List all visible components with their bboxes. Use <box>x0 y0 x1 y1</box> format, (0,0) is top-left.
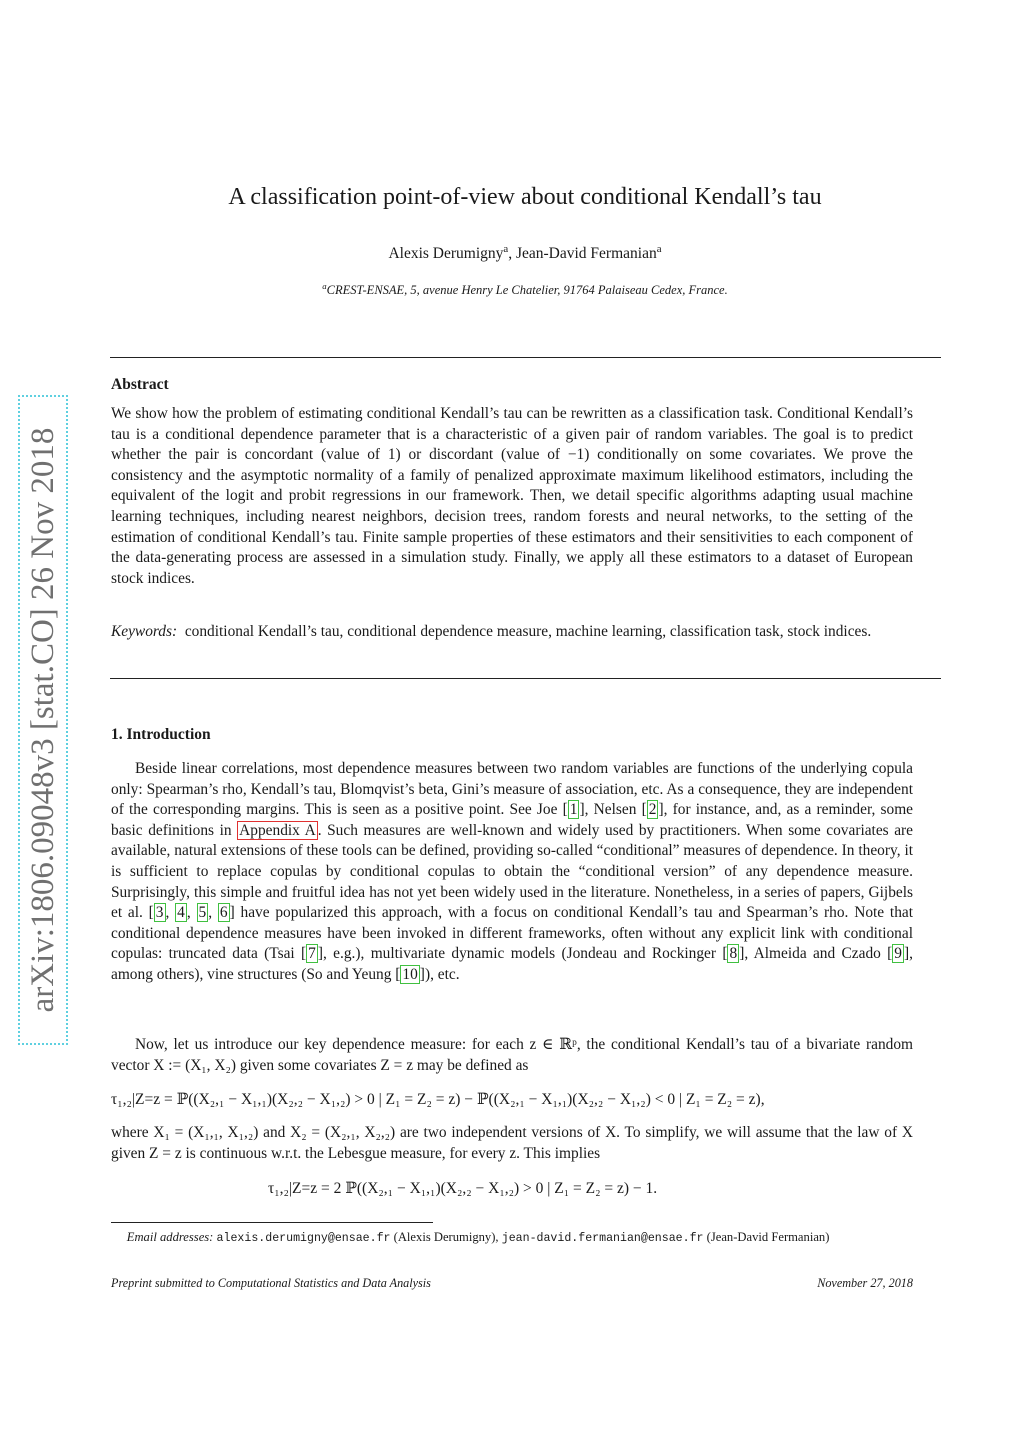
abstract-text: We show how the problem of estimating conditional Kendall’s tau can be rewritten as a classification task. Conditional Kendall’s tau is a conditional dependence parameter that is a characteristic of a given pair of random variables. The goal is to predict whether the pair is concordant (value of 1) or discordant (value of −1) conditionally on some covariates. We prove the consistency and the asymptotic normality of a family of penalized approximate maximum likelihood estimators, including the equivalent of the logit and probit regressions in our framework. Then, we detail specific algorithms adapting usual machine learning techniques, including nearest neighbors, decision trees, random forests and neural networks, to the setting of the estimation of conditional Kendall’s tau. Finite sample properties of these estimators and their sensitivities to each component of the data-generating process are assessed in a simulation study. Finally, we apply all these estimators to a dataset of European stock indices. <box>111 405 913 587</box>
author-2: Jean-David Fermanian <box>515 245 657 263</box>
equation-conditional-kendall-tau: τ₁,₂|Z=z = ℙ((X₂,₁ − X₁,₁)(X₂,₂ − X₁,₂) > 0 | Z₁ = Z₂ = z) − ℙ((X₂,₁ − X₁,₁)(X₂,₂ − X₁,₂) < 0 | Z₁ = Z₂ = z), <box>111 1091 765 1108</box>
section-heading-introduction: 1. Introduction <box>111 726 211 743</box>
email-link-2[interactable]: jean-david.fermanian@ensae.fr <box>501 1232 704 1245</box>
intro-p1-text-i: ), etc. <box>424 965 460 983</box>
citation-link-2[interactable]: 2 <box>648 801 657 819</box>
arxiv-identifier-stamp[interactable]: arXiv:1806.09048v3 [stat.CO] 26 Nov 2018 <box>18 395 68 1045</box>
email-footnote <box>111 1229 911 1247</box>
intro-p1-text-e: have popularized this approach, with a focus on conditional Kendall’s tau and Spearman’s rho. Note that conditional dependence measures have been invoked in different frameworks, often without any explicit link with conditional copulas: truncated data (Tsai <box>111 904 913 963</box>
author-2-affil-mark: a <box>656 243 662 255</box>
citation-link-6[interactable]: 6 <box>219 904 228 922</box>
intro-paragraph-3: where X₁ = (X₁,₁, X₁,₂) and X₂ = (X₂,₁, X₂,₂) are two independent versions of X. To simplify, we will assume that the law of X given Z = z is continuous w.r.t. the Lebesgue measure, for every z. This implies <box>111 1124 913 1162</box>
preprint-date: November 27, 2018 <box>817 1276 913 1290</box>
intro-p1-text-h: , among others), vine structures (So and Yeung <box>111 945 913 983</box>
intro-p1-text-d: . Such measures are well-known and widely used by practitioners. When some covariates are available, natural extensions of these tools can be defined, providing so-called “conditional” measures of dependence. In theory, it is sufficient to replace copulas by conditional copulas to obtain the “conditional version” of any dependence measure. Surprisingly, this simple and fruitful idea has not yet been widely used in the literature. Nonetheless, in a series of papers, Gijbels et al. <box>111 821 914 922</box>
citation-link-10[interactable]: 10 <box>402 965 418 983</box>
intro-p1-text-f: , e.g.), multivariate dynamic models (Jondeau and Rockinger <box>323 945 723 963</box>
intro-paragraph-2: Now, let us introduce our key dependence measure: for each z ∈ ℝᵖ, the conditional Kendall’s tau of a bivariate random vector X := (X₁, X₂) given some covariates Z = z may be defined as <box>111 1036 913 1074</box>
author-1: Alexis Derumigny <box>388 245 504 263</box>
citation-link-5[interactable]: 5 <box>198 904 207 922</box>
email-link-1[interactable]: alexis.derumigny@ensae.fr <box>216 1232 391 1245</box>
equation-kendall-tau-simplified: τ₁,₂|Z=z = 2 ℙ((X₂,₁ − X₁,₁)(X₂,₂ − X₁,₂) > 0 | Z₁ = Z₂ = z) − 1. <box>268 1180 658 1197</box>
intro-paragraph-1: Beside linear correlations, most dependence measures between two random variables are functions of the underlying copula only: Spearman’s rho, Kendall’s tau, Blomqvist’s beta, Gini’s measure of association, etc. As a consequence, they are independent of the corresponding margins. This is seen as a positive point. See Joe [ 1 ], Nelsen [ 2 ], for instance, and, as a reminder, some basic definitions in Appendix A . Such measures are well-known and widely used by practitioners. When some covariates are available, natural extensions of these tools can be defined, providing so-called “conditional” measures of dependence. In theory, it is sufficient to replace copulas by conditional copulas to obtain the “conditional version” of any dependence measure. Surprisingly, this simple and fruitful idea has not yet been widely used in the literature. Nonetheless, in a series of papers, Gijbels et al. [ 3 , 4 , 5 , 6 ] have popularized this approach, with a focus on conditional Kendall’s tau and Spearman’s rho. Note that conditional dependence measures have been invoked in different frameworks, often without any explicit link with conditional copulas: truncated data (Tsai [ 7 ], e.g.), multivariate dynamic models (Jondeau and Rockinger [ 8 ], Almeida and Czado [ 9 ], among others), vine structures (So and Yeung [ 10 ]), etc. <box>111 760 914 983</box>
footnote-rule <box>111 1222 433 1223</box>
citation-link-8[interactable]: 8 <box>729 945 738 963</box>
intro-p1-text-g: , Almeida and Czado <box>744 945 888 963</box>
preprint-note: Preprint submitted to Computational Statistics and Data Analysis <box>111 1276 431 1290</box>
citation-link-7[interactable]: 7 <box>308 945 316 963</box>
citation-link-9[interactable]: 9 <box>894 945 902 963</box>
keywords <box>111 622 913 643</box>
abstract-bottom-rule <box>110 678 941 679</box>
footnote-name-1: (Alexis Derumigny), <box>393 1230 499 1244</box>
affiliation-text: CREST-ENSAE, 5, avenue Henry Le Chatelier, 91764 Palaiseau Cedex, France. <box>326 283 728 298</box>
author-1-affil-mark: a <box>503 243 509 255</box>
intro-p1-text-a: Beside linear correlations, most dependence measures between two random variables are functions of the underlying copula only: Spearman’s rho, Kendall’s tau, Blomqvist’s beta, Gini’s measure of association, etc. As a consequence, they are independent of the corresponding margins. This is seen as a positive point. See Joe <box>111 760 913 819</box>
citation-link-1[interactable]: 1 <box>569 801 578 819</box>
author-list <box>110 243 940 263</box>
appendix-a-link[interactable]: Appendix A <box>239 821 316 839</box>
affiliation-mark: a <box>322 281 327 291</box>
citation-link-4[interactable]: 4 <box>177 904 185 922</box>
intro-p1-text-b: , Nelsen <box>584 801 642 819</box>
author-separator: , <box>508 245 516 263</box>
intro-p1-text-c: , for instance, and, as a reminder, some basic definitions in <box>111 801 913 839</box>
keywords-text: conditional Kendall’s tau, conditional dependence measure, machine learning, classification task, stock indices. <box>184 623 872 640</box>
citation-link-3[interactable]: 3 <box>155 904 164 922</box>
footnote-label: Email addresses: <box>126 1230 214 1244</box>
abstract-heading: Abstract <box>111 376 169 393</box>
affiliation <box>110 281 940 298</box>
footnote-name-2: (Jean-David Fermanian) <box>706 1230 830 1244</box>
paper-title: A classification point-of-view about conditional Kendall’s tau <box>228 184 822 210</box>
abstract-top-rule <box>110 357 941 358</box>
keywords-label: Keywords: <box>111 623 178 640</box>
